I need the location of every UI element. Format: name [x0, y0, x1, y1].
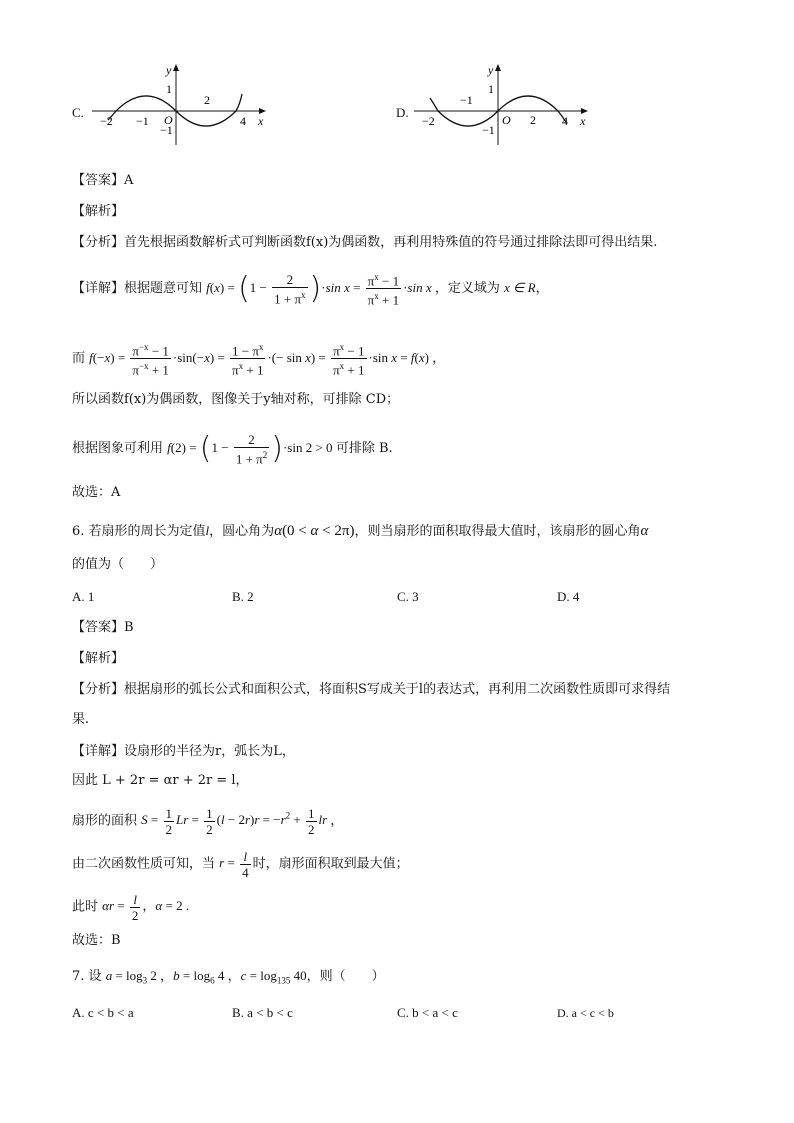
graph-option-c [90, 60, 270, 150]
q6-cishi-line [72, 892, 189, 923]
graph-option-d [412, 60, 592, 150]
q5-fenxi: 【分析】首先根据函数解析式可判断函数f(x)为偶函数，再利用特殊值的符号通过排除法即可得出结果. [72, 235, 658, 250]
q6-guxuan: 故选：B [72, 933, 121, 948]
y-tick-1: 1 [166, 82, 172, 96]
q6-yinci: 因此 L + 2r = αr + 2r = l， [72, 773, 249, 788]
q5-even-check-line: 而 f(−x) = $\frac{\pi^{-x} - 1}{\pi^{-x} + 1}$ ·sin(−x) = $\frac{1 - \pi^x}{\pi^x + 1}$ ·(− sin x) = $\frac{\pi^x - 1}{\pi^x + 1}$ ·sin x = f(x) ， [72, 342, 446, 378]
q5-line4-tail: 可排除 B. [335, 441, 393, 457]
x-tick-neg2: −2 [422, 114, 435, 128]
q7-option-d: D. a < c < b [557, 1006, 614, 1020]
option-d-label: D. [396, 105, 409, 120]
q6-stem-b: ，圆心角为 [209, 524, 275, 539]
q7-stem [72, 967, 385, 990]
q5-xiangjie-tail: ，定义域为 [434, 280, 500, 296]
q6-stem-c: ，则当扇形的面积取得最大值时，该扇形的圆心角 [354, 524, 641, 539]
x-tick-neg1: −1 [460, 93, 473, 107]
q5-line4-head: 根据图象可利用 [72, 441, 164, 457]
q5-formula-fx: f(x) = (1 − $\frac{2}{1 + \pi^x}$ )·sin x = $\frac{\pi^x - 1}{\pi^x + 1}$ ·sin x [206, 270, 435, 308]
q6-fenxi-line1: 【分析】根据扇形的弧长公式和面积公式，将面积S写成关于l的表达式，再利用二次函数性质即可求得结 [72, 682, 671, 697]
q6-max-formula: r = $\frac{l}{4}$ [219, 849, 249, 880]
x-axis-label: x [580, 114, 586, 128]
x-tick-2: 2 [530, 113, 536, 127]
q6-jiexi: 【解析】 [72, 651, 125, 666]
x-tick-4: 4 [562, 114, 568, 128]
q6-area-formula: S = $\frac{1}{2}$ Lr = $\frac{1}{2}$ $(l - 2r)r = -r^2$ + $\frac{1}{2}$ lr [141, 806, 331, 837]
q6-max-line [72, 849, 409, 880]
q7-definitions: $a = \log_3 2$ ，$b = \log_6 4$ ，$c = \log_{135} 40$ [105, 968, 307, 986]
q5-line2-head: 而 [72, 350, 86, 366]
q6-option-d: D. 4 [557, 589, 580, 604]
option-c-label: C. [72, 105, 84, 120]
x-tick-2: 2 [204, 93, 210, 107]
q6-area-line: 扇形的面积 S = $\frac{1}{2}$ Lr = $\frac{1}{2}$ $(l - 2r)r = -r^2$ + $\frac{1}{2}$ lr ， [72, 806, 344, 837]
q6-stem-line1: 6. 若扇形的周长为定值l，圆心角为α(0 < α < 2π)，则当扇形的面积取得最大值时，该扇形的圆心角α [72, 523, 649, 539]
y-axis-label: y [488, 63, 494, 77]
y-tick-neg1: −1 [482, 123, 495, 137]
q6-stem-a: 6. 若扇形的周长为定值 [72, 524, 206, 539]
q6-answer: 【答案】B [72, 620, 134, 635]
q6-option-a: A. 1 [72, 589, 95, 604]
x-tick-4: 4 [240, 114, 246, 128]
q5-answer: 【答案】A [72, 173, 134, 188]
q5-guxuan: 故选：A [72, 485, 121, 500]
q5-domain: x ∈ R [504, 279, 536, 295]
y-axis-label: y [166, 63, 172, 77]
x-tick-neg2: −2 [100, 114, 113, 128]
q6-xiangjie: 【详解】设扇形的半径为r，弧长为L， [72, 744, 295, 759]
q6-option-b: B. 2 [232, 589, 254, 604]
q5-line3: 所以函数f(x)为偶函数，图像关于y轴对称，可排除 CD； [72, 392, 400, 407]
origin-label: O [164, 113, 173, 127]
y-tick-neg1: −1 [160, 123, 173, 137]
q7-stem-head: 7. 设 [72, 969, 102, 984]
q5-jiexi: 【解析】 [72, 204, 125, 219]
y-tick-1: 1 [488, 82, 494, 96]
q6-cishi-head: 此时 [72, 899, 99, 915]
q5-formula-f-neg-x: f(−x) = $\frac{\pi^{-x} - 1}{\pi^{-x} + 1}$ ·sin(−x) = $\frac{1 - \pi^x}{\pi^x + 1}$ ·(− sin x) = $\frac{\pi^x - 1}{\pi^x + 1}$ ·sin x = f(x) [89, 342, 429, 378]
q6-cishi-formula: αr = $\frac{l}{2}$ ，α = 2 . [102, 892, 190, 923]
x-axis-label: x [258, 114, 264, 128]
origin-label: O [502, 113, 511, 127]
q5-xiangjie-line: 【详解】根据题意可知 f(x) = (1 − $\frac{2}{1 + \pi^x}$ )·sin x = $\frac{\pi^x - 1}{\pi^x + 1}$ ·sin x ，定义域为 x ∈ R， [72, 270, 549, 308]
x-tick-neg1: −1 [136, 114, 149, 128]
q6-option-c: C. 3 [397, 589, 419, 604]
q6-max-head: 由二次函数性质可知，当 [72, 856, 216, 872]
q5-formula-f2: f(2) = (1 − $\frac{2}{1 + \pi^2}$ )·sin 2 > 0 [167, 431, 333, 467]
q6-fenxi-line2: 果. [72, 712, 90, 727]
q6-max-tail: 时，扇形面积取到最大值； [252, 856, 409, 872]
q7-option-c: C. b < a < c [397, 1005, 458, 1020]
q7-stem-tail: ，则（ ） [306, 969, 385, 984]
q7-option-a: A. c < b < a [72, 1005, 134, 1020]
q6-stem-line2: 的值为（ ） [72, 557, 164, 572]
q5-xiangjie-head: 【详解】根据题意可知 [72, 280, 203, 296]
q6-area-head: 扇形的面积 [72, 813, 138, 829]
q5-special-value-line [72, 432, 393, 466]
q7-option-b: B. a < b < c [232, 1005, 293, 1020]
